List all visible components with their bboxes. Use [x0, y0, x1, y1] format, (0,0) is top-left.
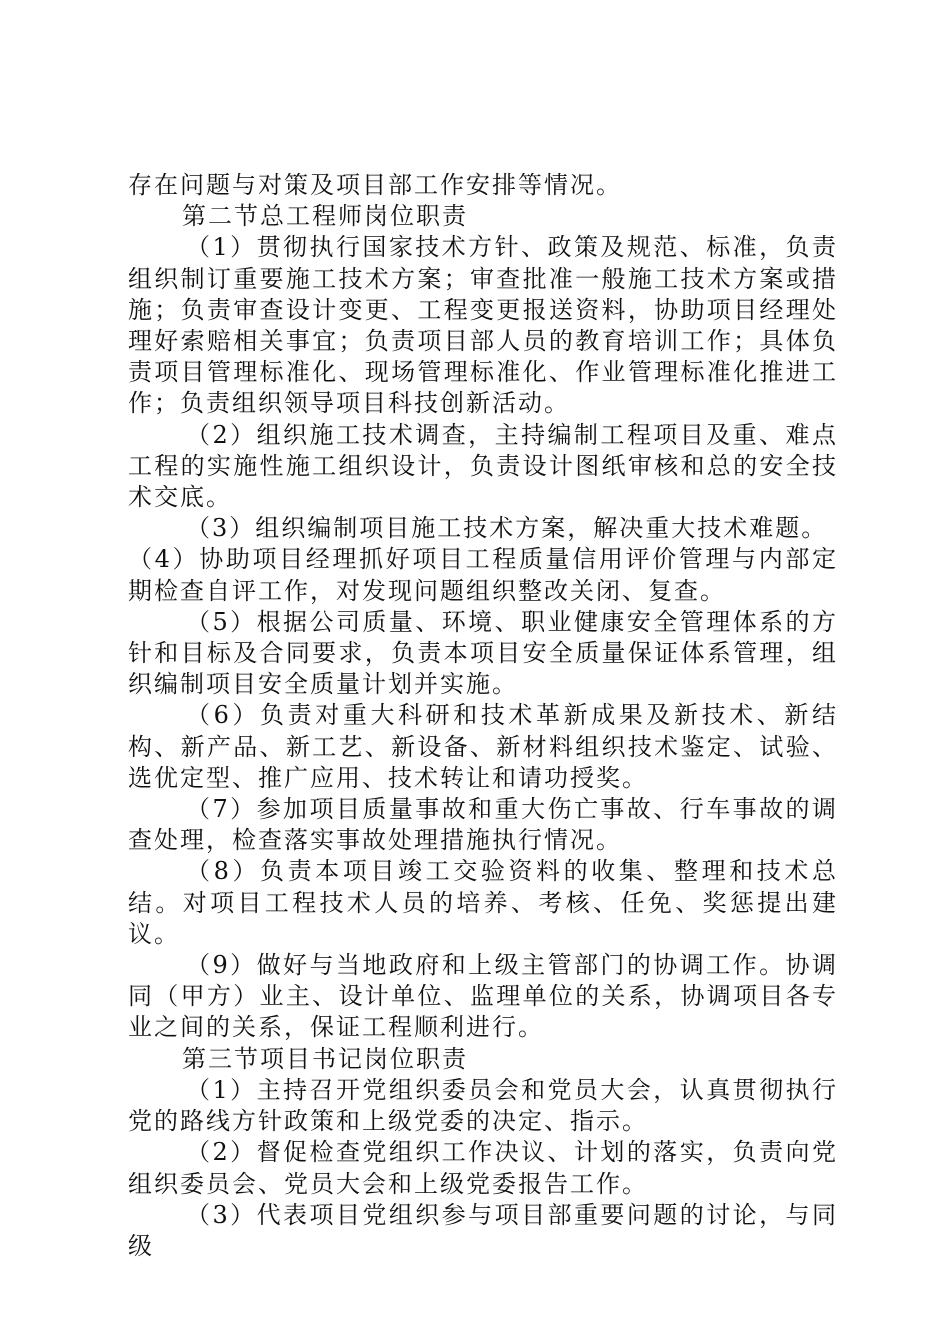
section-heading-project-secretary: 第三节项目书记岗位职责: [182, 1044, 468, 1073]
document-body: [128, 170, 838, 1262]
paragraph-chief-engineer-3: （3）组织编制项目施工技术方案，解决重大技术难题。: [186, 514, 828, 543]
paragraph-chief-engineer-7: （7）参加项目质量事故和重大伤亡事故、行车事故的调查处理，检查落实事故处理措施执行情况。: [128, 795, 838, 855]
paragraph-secretary-3: （3）代表项目党组织参与项目部重要问题的讨论，与同级: [128, 1200, 838, 1260]
paragraph-chief-engineer-6: （6）负责对重大科研和技术革新成果及新技术、新结构、新产品、新工艺、新设备、新材料组织技术鉴定、试验、选优定型、推广应用、技术转让和请功授奖。: [128, 701, 838, 792]
section-heading-chief-engineer: 第二节总工程师岗位职责: [182, 202, 468, 231]
paragraph-chief-engineer-1: （1）贯彻执行国家技术方针、政策及规范、标准，负责组织制订重要施工技术方案；审查批准一般施工技术方案或措施；负责审查设计变更、工程变更报送资料，协助项目经理处理好索赔相关事宜；负责项目部人员的教育培训工作；具体负责项目管理标准化、现场管理标准化、作业管理标准化推进工作；负责组织领导项目科技创新活动。: [128, 233, 838, 418]
paragraph-chief-engineer-9: （9）做好与当地政府和上级主管部门的协调工作。协调同（甲方）业主、设计单位、监理单位的关系，协调项目各专业之间的关系，保证工程顺利进行。: [128, 951, 838, 1042]
paragraph-chief-engineer-2: （2）组织施工技术调查，主持编制工程项目及重、难点工程的实施性施工组织设计，负责设计图纸审核和总的安全技术交底。: [128, 420, 838, 512]
paragraph-chief-engineer-8: （8）负责本项目竣工交验资料的收集、整理和技术总结。对项目工程技术人员的培养、考核、任免、奖惩提出建议。: [128, 857, 838, 948]
paragraph-secretary-2: （2）督促检查党组织工作决议、计划的落实，负责向党组织委员会、党员大会和上级党委报告工作。: [128, 1138, 838, 1198]
paragraph-continuation: 存在问题与对策及项目部工作安排等情况。: [128, 171, 622, 199]
paragraph-chief-engineer-5: （5）根据公司质量、环境、职业健康安全管理体系的方针和目标及合同要求，负责本项目安全质量保证体系管理，组织编制项目安全质量计划并实施。: [128, 607, 838, 699]
paragraph-chief-engineer-4: （4）协助项目经理抓好项目工程质量信用评价管理与内部定期检查自评工作，对发现问题组织整改关闭、复查。: [128, 545, 838, 605]
paragraph-secretary-1: （1）主持召开党组织委员会和党员大会，认真贯彻执行党的路线方针政策和上级党委的决定、指示。: [128, 1075, 838, 1136]
